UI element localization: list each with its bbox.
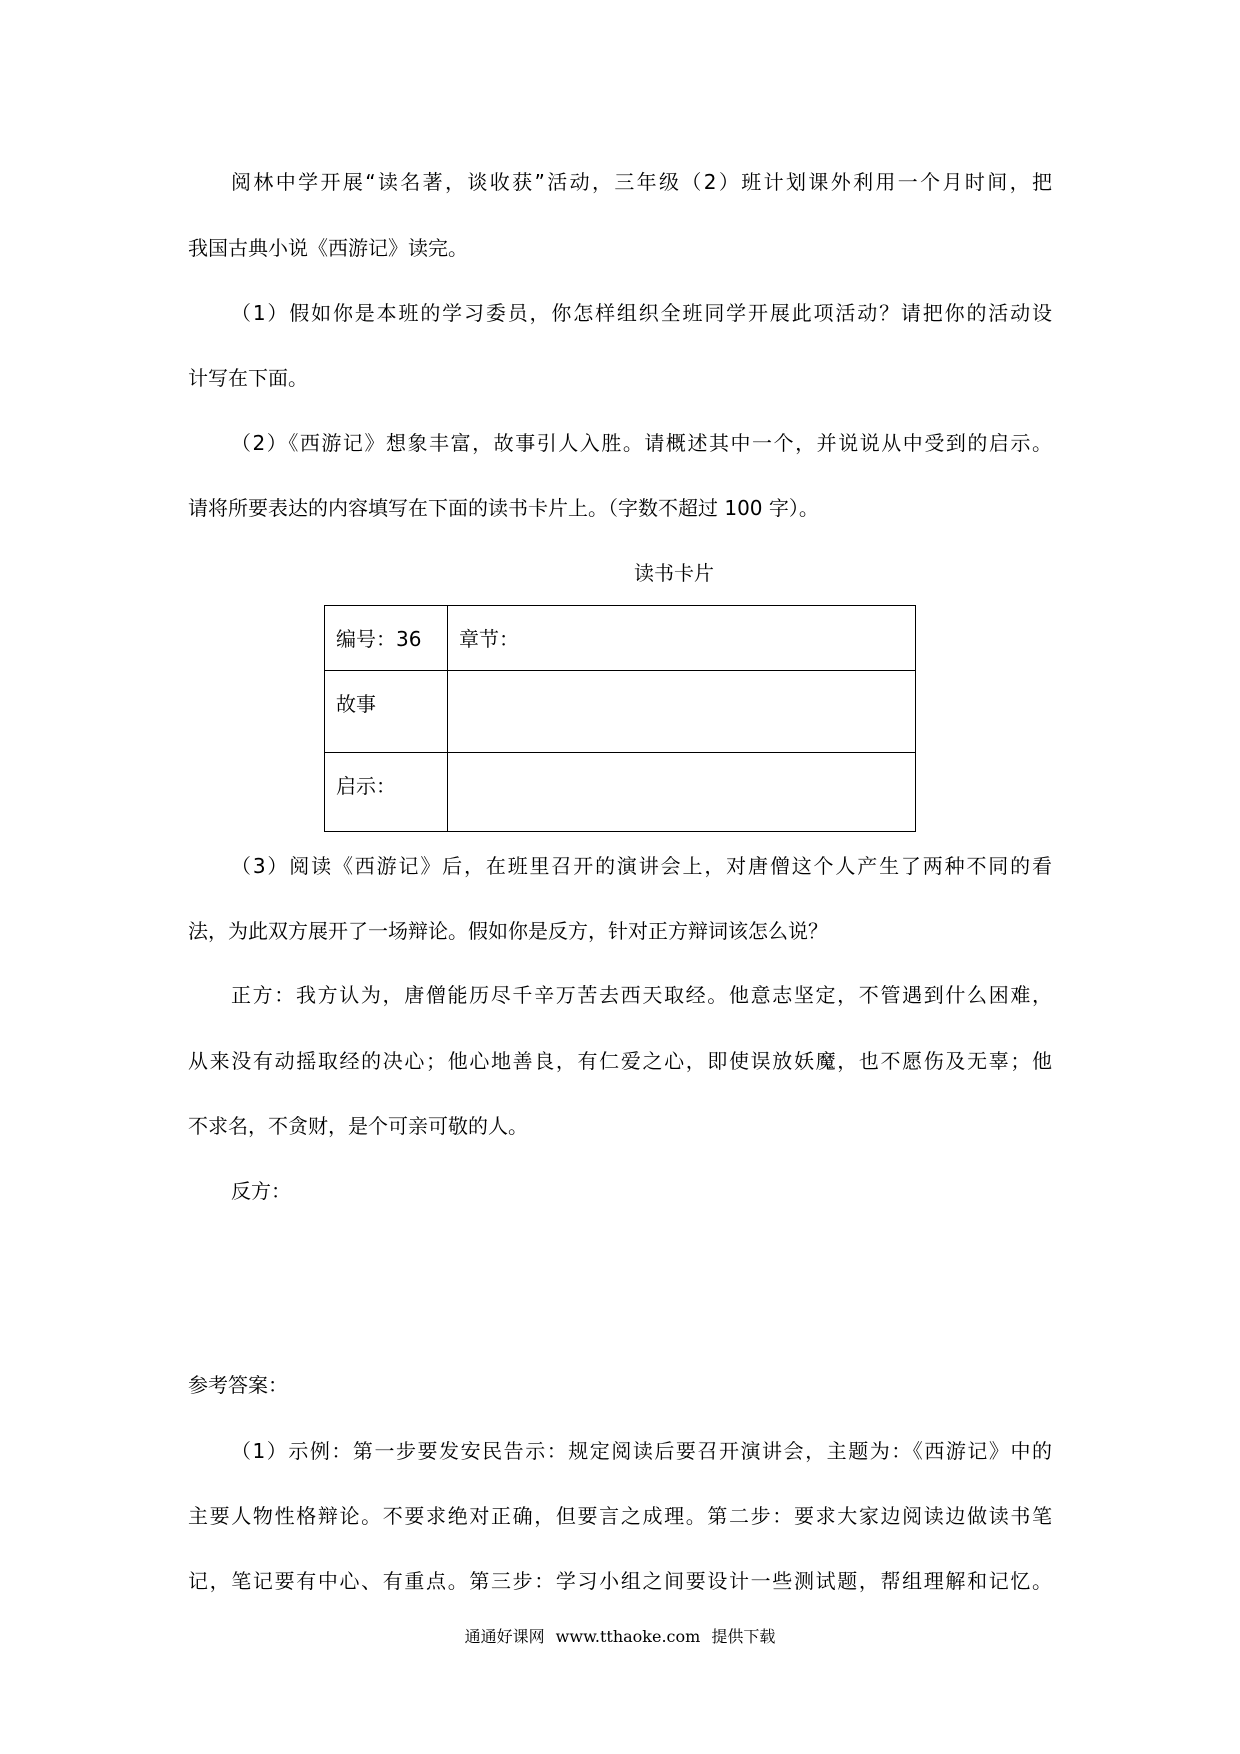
pro-side-line: 不求名，不贪财，是个可亲可敬的人。	[188, 1114, 528, 1138]
con-side-label: 反方：	[231, 1179, 291, 1203]
card-number-cell	[325, 606, 448, 671]
question-1-line: 计写在下面。	[188, 366, 308, 390]
page-footer: 通通好课网 www.tthaoke.com 提供下载	[464, 1627, 776, 1646]
pro-side-line: 从来没有动摇取经的决心；他心地善良，有仁爱之心，即使误放妖魔，也不愿伤及无辜；他	[188, 1049, 1052, 1073]
question-1-line: （1）假如你是本班的学习委员，你怎样组织全班同学开展此项活动？请把你的活动设	[231, 301, 1052, 325]
answer-1-line: （1）示例：第一步要发安民告示：规定阅读后要召开演讲会，主题为：《西游记》中的	[231, 1439, 1052, 1463]
intro-line: 我国古典小说《西游记》读完。	[188, 236, 468, 260]
card-story-label: 故事	[336, 692, 376, 716]
card-story-label-cell	[325, 671, 448, 753]
reading-card-title: 读书卡片	[634, 561, 714, 585]
answer-1-line: 记，笔记要有中心、有重点。第三步：学习小组之间要设计一些测试题，帮组理解和记忆。	[188, 1569, 1052, 1593]
reading-card-row	[325, 606, 916, 671]
answer-1-line: 主要人物性格辩论。不要求绝对正确，但要言之成理。第二步：要求大家边阅读边做读书笔	[188, 1504, 1052, 1528]
question-2-line: 请将所要表达的内容填写在下面的读书卡片上。（字数不超过 100 字）。	[188, 496, 819, 520]
card-chapter-label: 章节：	[459, 627, 519, 651]
reading-card-row	[325, 753, 916, 832]
question-3-line: 法，为此双方展开了一场辩论。假如你是反方，针对正方辩词该怎么说？	[188, 919, 828, 943]
answers-heading: 参考答案：	[188, 1373, 288, 1397]
card-chapter-cell	[448, 606, 916, 671]
reading-card-row	[325, 671, 916, 753]
question-3-line: （3）阅读《西游记》后，在班里召开的演讲会上，对唐僧这个人产生了两种不同的看	[231, 854, 1052, 878]
card-number-label: 编号：	[336, 627, 396, 651]
intro-line: 阅林中学开展“读名著，谈收获”活动，三年级（2）班计划课外利用一个月时间，把	[231, 170, 1052, 194]
card-insight-label-cell	[325, 753, 448, 832]
question-2-line: （2）《西游记》想象丰富，故事引人入胜。请概述其中一个，并说说从中受到的启示。	[231, 431, 1052, 455]
card-insight-blank-cell	[448, 753, 916, 832]
card-insight-label: 启示：	[336, 774, 396, 798]
card-story-blank-cell	[448, 671, 916, 753]
reading-card-table	[324, 605, 916, 832]
pro-side-line: 正方：我方认为，唐僧能历尽千辛万苦去西天取经。他意志坚定，不管遇到什么困难，	[231, 983, 1052, 1007]
card-number-value: 36	[396, 627, 422, 651]
